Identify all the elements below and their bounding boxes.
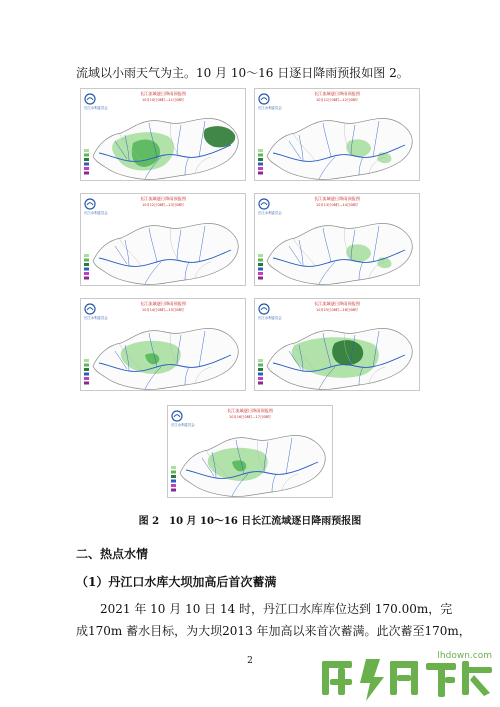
legend-swatch bbox=[171, 466, 176, 469]
legend-swatch bbox=[84, 259, 89, 262]
legend-swatch bbox=[258, 382, 263, 385]
body-line-1: 2021 年 10 月 10 日 14 时，丹江口水库库位达到 170.00m，完 bbox=[100, 602, 453, 616]
panel-title: 长江流域逐日降雨预报图 bbox=[139, 301, 187, 306]
site-watermark bbox=[318, 645, 498, 703]
basin-map bbox=[255, 299, 421, 392]
basin-map bbox=[81, 194, 247, 287]
agency-name: 长江水利委员会 bbox=[171, 423, 195, 427]
basin-map bbox=[255, 89, 421, 182]
legend-swatch bbox=[258, 259, 263, 262]
legend-swatch bbox=[171, 471, 176, 474]
agency-logo-icon bbox=[259, 304, 269, 314]
legend-swatch bbox=[84, 149, 89, 152]
legend-swatch bbox=[258, 364, 263, 367]
legend-swatch bbox=[258, 368, 263, 371]
basin-map bbox=[81, 89, 247, 182]
rainfall-map-panel bbox=[254, 298, 420, 391]
intro-paragraph: 流域以小雨天气为主。10 月 10～16 日逐日降雨预报如图 2。 bbox=[76, 66, 409, 80]
agency-name: 长江水利委员会 bbox=[84, 106, 108, 110]
panel-subtitle: 10月15日08时—16日08时 bbox=[316, 308, 358, 312]
legend-swatch bbox=[258, 167, 263, 170]
rain-area bbox=[332, 340, 363, 365]
legend-swatch bbox=[84, 277, 89, 280]
watermark-site: lhdown.com bbox=[437, 651, 492, 661]
agency-logo-icon bbox=[85, 94, 95, 104]
legend-swatch bbox=[258, 154, 263, 157]
legend-swatch bbox=[84, 268, 89, 271]
panel-subtitle: 10月13日08时—14日08时 bbox=[316, 203, 358, 207]
rainfall-map-panel bbox=[80, 193, 246, 286]
basin-boundary bbox=[267, 118, 412, 179]
legend-swatch bbox=[171, 475, 176, 478]
rainfall-map-panel bbox=[254, 88, 420, 181]
rainfall-map-panel bbox=[167, 405, 333, 498]
legend-swatch bbox=[258, 377, 263, 380]
legend-swatch bbox=[258, 359, 263, 362]
panel-title: 长江流域逐日降雨预报图 bbox=[313, 196, 361, 201]
agency-name: 长江水利委员会 bbox=[84, 316, 108, 320]
agency-name: 长江水利委员会 bbox=[258, 211, 282, 215]
subsection-heading: （1）丹江口水库大坝加高后首次蓄满 bbox=[76, 575, 277, 589]
legend-swatch bbox=[258, 272, 263, 275]
legend-swatch bbox=[84, 163, 89, 166]
legend-swatch bbox=[84, 158, 89, 161]
agency-logo-icon bbox=[85, 304, 95, 314]
legend-swatch bbox=[84, 167, 89, 170]
legend-swatch bbox=[84, 263, 89, 266]
legend-swatch bbox=[84, 364, 89, 367]
agency-name: 长江水利委员会 bbox=[258, 106, 282, 110]
agency-logo-icon bbox=[259, 199, 269, 209]
rainfall-map-panel bbox=[254, 193, 420, 286]
legend-swatch bbox=[84, 154, 89, 157]
figure-caption: 图 2 10 月 10～16 日长江流域逐日降雨预报图 bbox=[138, 516, 362, 527]
body-line-2: 成170m 蓄水目标，为大坝2013 年加高以来首次蓄满。此次蓄至170m， bbox=[76, 624, 471, 638]
section-heading: 二、热点水情 bbox=[76, 547, 149, 561]
legend-swatch bbox=[258, 268, 263, 271]
agency-name: 长江水利委员会 bbox=[84, 211, 108, 215]
panel-subtitle: 10月12日08时—13日08时 bbox=[142, 203, 184, 207]
legend-swatch bbox=[258, 373, 263, 376]
legend-swatch bbox=[84, 359, 89, 362]
legend-swatch bbox=[84, 272, 89, 275]
legend-swatch bbox=[84, 382, 89, 385]
basin-boundary bbox=[267, 223, 412, 284]
basin-boundary bbox=[93, 223, 238, 284]
panel-subtitle: 10月10日08时—11日08时 bbox=[142, 98, 184, 102]
panel-title: 长江流域逐日降雨预报图 bbox=[139, 196, 187, 201]
agency-logo-icon bbox=[85, 199, 95, 209]
panel-title: 长江流域逐日降雨预报图 bbox=[313, 301, 361, 306]
legend-swatch bbox=[258, 277, 263, 280]
panel-title: 长江流域逐日降雨预报图 bbox=[313, 91, 361, 96]
agency-name: 长江水利委员会 bbox=[258, 316, 282, 320]
legend-swatch bbox=[258, 163, 263, 166]
agency-logo-icon bbox=[172, 411, 182, 421]
legend-swatch bbox=[84, 368, 89, 371]
legend-swatch bbox=[171, 484, 176, 487]
panel-subtitle: 10月14日08时—15日08时 bbox=[142, 308, 184, 312]
legend-swatch bbox=[171, 489, 176, 492]
legend-swatch bbox=[258, 263, 263, 266]
legend-swatch bbox=[84, 377, 89, 380]
panel-subtitle: 10月11日08时—12日08时 bbox=[316, 98, 358, 102]
basin-map bbox=[255, 194, 421, 287]
basin-map bbox=[81, 299, 247, 392]
legend-swatch bbox=[171, 480, 176, 483]
legend-swatch bbox=[258, 254, 263, 257]
rainfall-map-panel bbox=[80, 88, 246, 181]
basin-map bbox=[168, 406, 334, 499]
agency-logo-icon bbox=[259, 94, 269, 104]
legend-swatch bbox=[84, 172, 89, 175]
page-number: 2 bbox=[247, 656, 253, 666]
legend-swatch bbox=[84, 254, 89, 257]
legend-swatch bbox=[258, 172, 263, 175]
panel-title: 长江流域逐日降雨预报图 bbox=[139, 91, 187, 96]
legend-swatch bbox=[258, 149, 263, 152]
rainfall-map-panel bbox=[80, 298, 246, 391]
panel-title: 长江流域逐日降雨预报图 bbox=[226, 408, 274, 413]
panel-subtitle: 10月16日08时—17日08时 bbox=[229, 415, 271, 419]
legend-swatch bbox=[84, 373, 89, 376]
legend-swatch bbox=[258, 158, 263, 161]
